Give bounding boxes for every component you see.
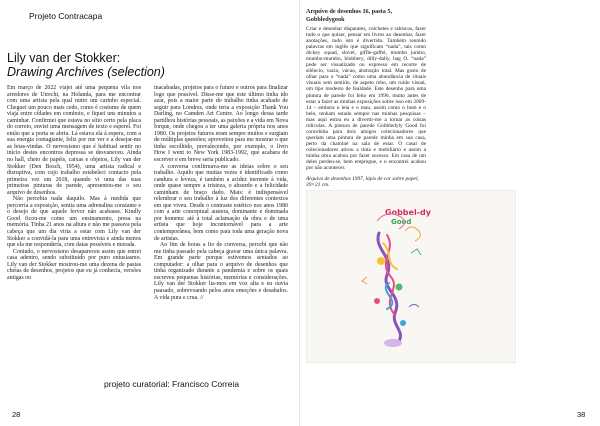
paragraph: inacabadas, projetos para o futuro e outros para finalizar logo que possível. Disse-me que este último tinha ido azar, pois a maior parte do trabalho tinha acabado de seguir para Londres, onde teria a exposição Thank You Darling, no Camden Art Centre. Ao longo dessa tarde partilhou histórias pessoais, as paixões e a vida em Nova Iorque, onde chegou a ter uma galeria própria nos anos 1980. Os projetos futuros eram sempre muitos e surgiam de múltiplas questões; aproveitou para me mostrar o que tinha escolhido, prevalecendo, por exemplo, o livro How I went to New York 1983-1992, que acabara de escrever e em breve seria publicado. [154,85,288,164]
article-column-2 [154,85,288,301]
paragraph: A conversa confirmava-me as ideias sobre o seu trabalho. Aquilo que muitas vezes é identificado como candura e leveza, é também a acidez inerente à vida, onde quase sempre a tristeza, o absurdo e a felicidade caminham de braço dado. Mais: é indispensável relembrar o seu trabalho à luz dos diferentes contextos em que viveu. Desde o contraste estético nos anos 1980 com a arte conceptual austera, dominante e dominada por homens: até à total aclamação da obra e de uma artista que hoje incontornável para a arte contemporânea, bem como para toda uma geração nova de artistas. [154,163,288,242]
section-label: Projeto Contracapa [29,11,103,21]
archive-note-title: Arquivo de desenhos 16, pasta 5, Gobbledygook [306,8,393,23]
archive-note-caption: Arquivo de desenhos 1997, lápis de cor sobre papel, 39×21 cm. [306,176,419,189]
left-page [0,0,299,426]
artwork-drawing [306,190,516,363]
article-subtitle: Drawing Archives (selection) [7,65,165,79]
paragraph: Ao fim de horas a fio de conversa, percebi que não me tinha passado pela cabeça gravar uma única palavra. Em grande parte porque estivemos sentados ao computador: a olhar para o arquivo de desenhos que tinha organizado durante a pandemia e sobre os quais escreveu pequenas histórias, memórias e considerações. Lily van der Stokker lia-mos em voz alta e eu ouvia pausado, sobrevoando pelos anos emoções e desabafos. A vida pura e crua. // [154,242,288,301]
artwork-text-bottom: Good [391,218,412,226]
paragraph: Em março de 2022 viajei até uma pequena vila nos arredores de Utrecht, na Holanda, para me encontrar com uma artista pela qual nutro um carinho especial. Cheguei um pouco mais cedo, como é costume de quem viaja entre cidades em comboio, e fiquei uns minutos a caminhar. Confirmei que estava no sítio certo pela placa do correio, enviei uma mensagem de texto e esperei. Foi então que a porta se abriu. Lá estava ela à espera, com a sua energia contagiante, feliz por me ver e a desejar-me as boas-vindas. O nervosismo que é habitual sentir no início destes encontros depressa se desvaneceu. Ainda no hall, cheio de papéis, caixas e objetos, Lily van der Stokker (Den Bosch, 1954), uma artista radical e disruptiva, com cujo trabalho estabeleci contacto pela primeira vez em 2018, quando vi uma das suas primeiras pinturas de parede, apresentou-me o seu arquivo de desenhos. [7,85,141,196]
page-number-right: 38 [577,410,586,419]
paragraph: Não percebia nada daquilo. Mas à medida que percorria a exposição, sentia uma adrenalina constante e o desejo de que aquele fervor não acabasse. Kindly Good ficou-me como um ensinamento, presa na memória. Tinha 21 anos na altura e não me passava pela cabeça que um dia viria a estar com Lily van der Stokker a convidá-la para uma entrevista e ainda menos que ela me responderia, com datas possíveis e morada. [7,196,141,249]
article-column-1 [7,85,141,281]
artwork-text-top: Gobbel-dy [385,208,431,217]
right-page [300,0,600,426]
artwork-svg [307,191,515,362]
curator-credit: projeto curatorial: Francisco Correia [104,379,240,389]
paragraph: Contudo, o nervosismo desapareceu assim que entrei casa adentro, sendo substituído por puro entusiasmo. Lily van der Stokker mostrou-me uma dezena de pastas cheias de desenhos, projetos que eu já conhecia, versões antigas ou [7,248,141,281]
archive-note [306,8,426,188]
article-title: Lily van der Stokker: [7,51,121,65]
page-number-left: 28 [12,410,21,419]
archive-note-body: Criar e desenhar disparates, colchetes e rabiscos, fazer tudo o que quiser, pensar em livros ao desenhar, fazer anotações, tudo isto é divertido. Também reunido palavras em inglês que significam “nada”, tais como dickey squad, slovel, giffle-gaffel, mumbo jumbo, mumbo-mumbo, blobbery, dilly-dally, bag O. “nada” pode ser visualizado ou expresso em recorte de silêncio, vazio, vácuo, abstração total. Mas gosto de olhar para o “nada” como uma abundância de rituais visuais sem sentido, de aspeto rebo, um ruído visual, um tipo modesto de fealdade. Este desenho para uma pintura de parede foi feito em 1996, muito antes de estar a fazer as minhas exposições sobre isso em 2009-14 – embora o leia e o mau, assim como o bom e o belo, tenham estado sempre nas minhas pesquisas – mas aqui estou eu a divertir-me a tornar as coisas ridículas. A pintura de parede Gobbledyly Good foi concebida para dois amigos colecionadores que queriam uma pintura de parede minha em sua casa, perto da chaminé na sala de estar. O casal de colecionadores atirou a tinta e mobiliário e assim a minha obra acabou por fazer sucesso. Em casa de um deles perdeu-se, bem empregue, e o encontrei acabou por não acontecer. [306,26,426,172]
